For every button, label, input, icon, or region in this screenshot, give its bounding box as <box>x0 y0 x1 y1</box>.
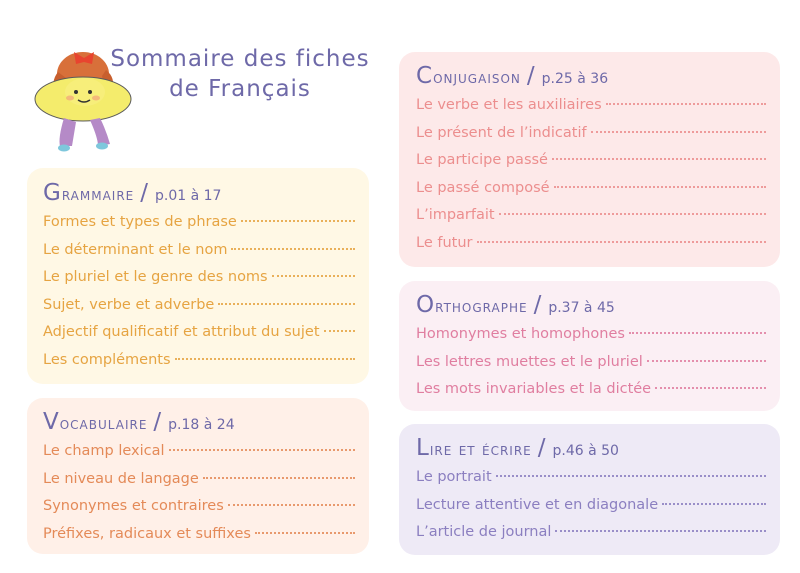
dot-leader <box>552 158 766 160</box>
dot-leader <box>606 103 766 105</box>
heading-initial: G <box>43 180 62 206</box>
dot-leader <box>169 449 355 451</box>
heading-slash: / <box>140 180 150 206</box>
dot-leader <box>218 303 355 305</box>
page-range: p.18 à 24 <box>168 417 235 433</box>
toc-item[interactable] <box>416 349 766 377</box>
heading-slash: / <box>153 409 163 435</box>
dot-leader <box>228 504 355 506</box>
section-heading-conjugaison <box>416 63 766 89</box>
toc-item-label: Le présent de l’indicatif <box>416 124 587 141</box>
title-line-2: de Français <box>169 76 311 102</box>
toc-item-label: Le futur <box>416 234 473 251</box>
toc-item-label: Synonymes et contraires <box>43 498 224 514</box>
page-range: p.37 à 45 <box>548 300 615 316</box>
toc-item[interactable] <box>416 464 766 492</box>
toc-item[interactable] <box>43 209 355 237</box>
page-title <box>100 44 380 104</box>
toc-item[interactable] <box>43 319 355 347</box>
toc-item[interactable] <box>416 92 766 120</box>
toc-item-label: Le portrait <box>416 469 492 485</box>
dot-leader <box>499 213 766 215</box>
toc-item-label: Sujet, verbe et adverbe <box>43 296 215 313</box>
toc-item-label: Les mots invariables et la dictée <box>416 381 652 397</box>
dot-leader <box>324 330 355 332</box>
dot-leader <box>555 530 766 532</box>
toc-item[interactable] <box>43 264 355 292</box>
toc-item-label: Formes et types de phrase <box>43 214 237 230</box>
toc-item-label: L’article de journal <box>416 524 552 540</box>
section-heading-vocabulaire <box>43 409 355 435</box>
toc-item[interactable] <box>43 493 355 521</box>
toc-item[interactable] <box>416 492 766 520</box>
toc-item[interactable] <box>416 519 766 547</box>
toc-item[interactable] <box>43 237 355 265</box>
toc-item-label: L’imparfait <box>416 207 495 223</box>
toc-item[interactable] <box>43 521 355 549</box>
dot-leader <box>231 248 355 250</box>
section-heading-lire-et-ecrire <box>416 435 766 461</box>
toc-item-label: Préfixes, radicaux et suffixes <box>43 525 251 542</box>
section-heading-orthographe <box>416 292 766 318</box>
dot-leader <box>241 220 355 222</box>
section-heading-grammaire <box>43 180 355 206</box>
toc-item[interactable] <box>43 438 355 466</box>
toc-item[interactable] <box>416 175 766 203</box>
dot-leader <box>647 360 766 362</box>
dot-leader <box>591 131 766 133</box>
dot-leader <box>554 186 766 188</box>
heading-slash: / <box>533 292 543 318</box>
page-range: p.46 à 50 <box>552 443 619 459</box>
dot-leader <box>255 532 355 534</box>
toc-item-label: Les compléments <box>43 351 171 368</box>
toc-item-label: Lecture attentive et en diagonale <box>416 496 659 513</box>
dot-leader <box>272 275 355 277</box>
heading-rest: rthographe <box>435 297 528 317</box>
dot-leader <box>662 503 766 505</box>
section-conjugaison <box>399 52 780 267</box>
toc-item-label: Le niveau de langage <box>43 470 199 487</box>
section-vocabulaire <box>27 398 369 554</box>
toc-item-label: Homonymes et homophones <box>416 326 625 342</box>
page-range: p.01 à 17 <box>155 188 222 204</box>
toc-item[interactable] <box>43 292 355 320</box>
heading-rest: rammaire <box>61 185 135 205</box>
toc-item[interactable] <box>416 147 766 175</box>
dot-leader <box>203 477 355 479</box>
toc-item[interactable] <box>416 376 766 404</box>
toc-item-label: Le pluriel et le genre des noms <box>43 269 268 285</box>
heading-rest: ire et écrire <box>429 440 532 460</box>
heading-slash: / <box>537 435 547 461</box>
dot-leader <box>477 241 767 243</box>
section-grammaire <box>27 168 369 384</box>
toc-item-label: Le champ lexical <box>43 443 165 459</box>
dot-leader <box>175 358 355 360</box>
toc-item[interactable] <box>416 321 766 349</box>
toc-item[interactable] <box>43 347 355 375</box>
toc-item-label: Le déterminant et le nom <box>43 241 228 258</box>
dot-leader <box>655 387 766 389</box>
dot-leader <box>629 332 766 334</box>
title-line-1: Sommaire des fiches <box>110 46 370 72</box>
heading-initial: V <box>43 409 60 435</box>
dot-leader <box>496 475 766 477</box>
heading-initial: O <box>416 292 436 318</box>
toc-item-label: Le passé composé <box>416 179 550 196</box>
heading-rest: onjugaison <box>433 68 521 88</box>
toc-item[interactable] <box>416 202 766 230</box>
section-lire-et-ecrire <box>399 424 780 555</box>
heading-initial: L <box>416 435 430 461</box>
heading-slash: / <box>526 63 536 89</box>
toc-item-label: Le verbe et les auxiliaires <box>416 97 602 113</box>
heading-initial: C <box>416 63 434 89</box>
toc-item[interactable] <box>43 466 355 494</box>
section-orthographe <box>399 281 780 411</box>
toc-item-label: Les lettres muettes et le pluriel <box>416 353 643 370</box>
page-range: p.25 à 36 <box>541 71 609 87</box>
toc-item-label: Le participe passé <box>416 152 548 168</box>
heading-rest: ocabulaire <box>59 414 148 434</box>
toc-item[interactable] <box>416 230 766 258</box>
toc-item[interactable] <box>416 120 766 148</box>
toc-item-label: Adjectif qualificatif et attribut du sujet <box>43 324 320 340</box>
